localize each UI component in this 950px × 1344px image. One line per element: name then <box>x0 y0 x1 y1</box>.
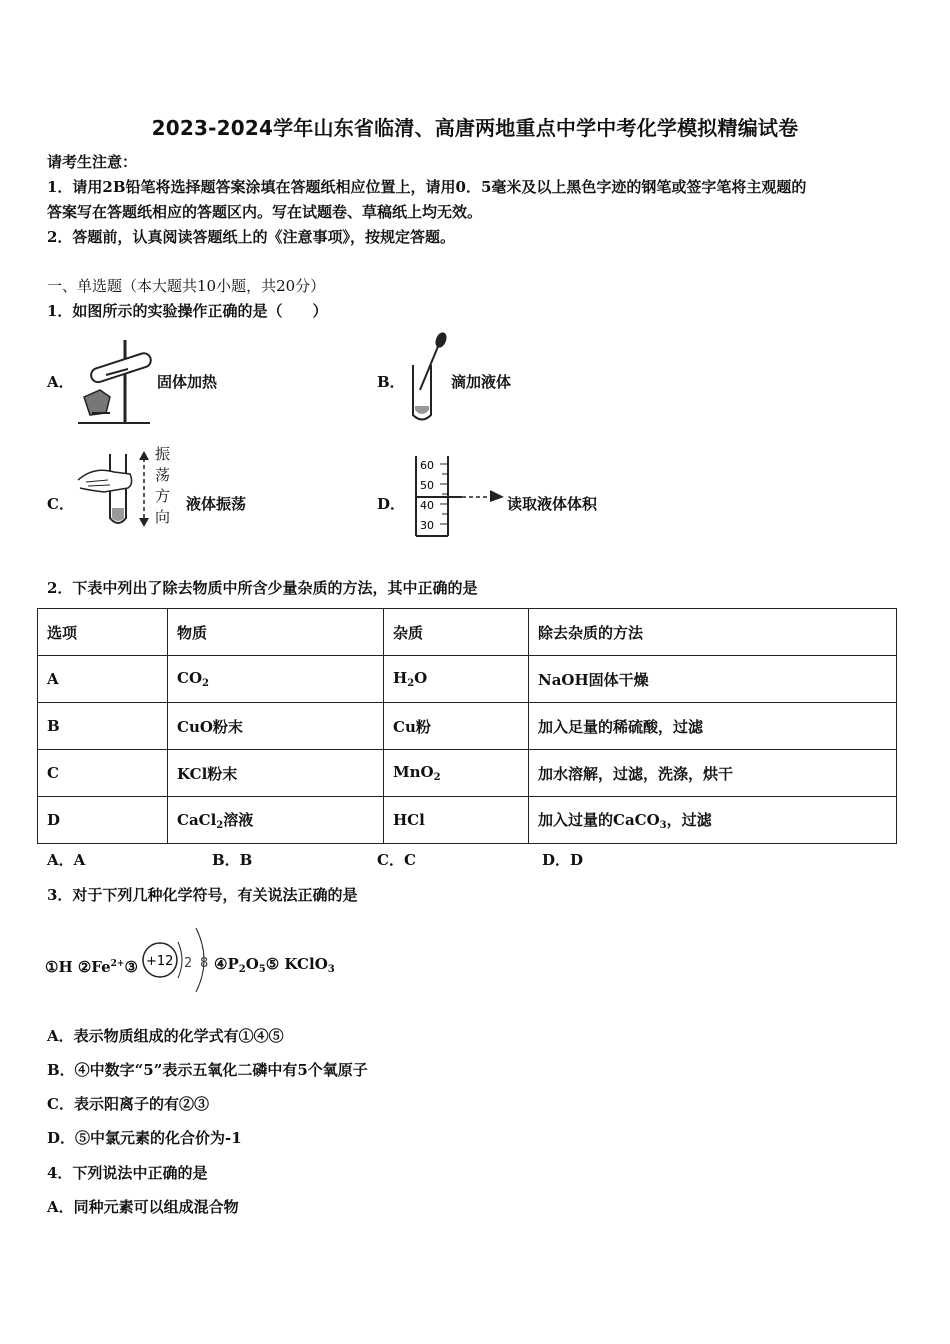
cell-impurity: Cu粉 <box>384 703 529 750</box>
solid-heating-figure <box>70 335 160 427</box>
page-title: 2023-2024学年山东省临清、高唐两地重点中学中考化学模拟精编试卷 <box>151 116 799 140</box>
notice-heading: 请考生注意： <box>47 153 138 171</box>
cylinder-mark-40: 40 <box>420 499 434 512</box>
cell-substance: $CO_2$ <box>168 656 384 703</box>
mg-ion-structure-figure <box>140 920 222 1000</box>
notice-line-1b: 答案写在答题纸相应的答题区内。写在试题卷、草稿纸上均无效。 <box>47 203 483 221</box>
table-row <box>38 703 897 750</box>
q3-option-c: C．表示阳离子的有②③ <box>47 1095 209 1113</box>
cell-option: B <box>38 703 168 750</box>
q4-stem: 4．下列说法中正确的是 <box>47 1164 208 1182</box>
shake-direction-label: 振 荡 方 向 <box>155 445 171 526</box>
cell-substance: KCl粉末 <box>168 750 384 797</box>
cylinder-mark-50: 50 <box>420 479 434 492</box>
notice-line-2: 2．答题前，认真阅读答题纸上的《注意事项》，按规定答题。 <box>47 228 455 246</box>
cell-impurity: MnO$_2$ <box>384 750 529 797</box>
cell-option: C <box>38 750 168 797</box>
cell-method: NaOH固体干燥 <box>529 656 897 703</box>
q2-answer-a: A．A <box>47 851 86 869</box>
table-row <box>38 750 897 797</box>
q3-stem: 3．对于下列几种化学符号，有关说法正确的是 <box>47 886 358 904</box>
graduated-cylinder-figure <box>410 452 510 540</box>
q2-answer-c: C．C <box>377 851 416 869</box>
q3-option-b: B．④中数字“5”表示五氧化二磷中有5个氧原子 <box>47 1061 368 1079</box>
q1-option-b-letter: B． <box>377 373 405 391</box>
dropping-liquid-figure <box>403 330 448 426</box>
q2-table <box>37 608 897 844</box>
cell-substance: CuO粉末 <box>168 703 384 750</box>
q3-option-d: D．⑤中氯元素的化合价为-1 <box>47 1129 242 1147</box>
col-header: 除去杂质的方法 <box>529 609 897 656</box>
cell-impurity: HCl <box>384 797 529 844</box>
table-header-row <box>38 609 897 656</box>
col-header: 物质 <box>168 609 384 656</box>
cell-option: D <box>38 797 168 844</box>
cylinder-mark-60: 60 <box>420 459 434 472</box>
shake-direction-arrow-icon <box>136 448 152 532</box>
notice-line-1a: 1．请用2B铅笔将选择题答案涂填在答题纸相应位置上，请用0．5毫米及以上黑色字迹的钢笔或签字笔将主观题的 <box>47 178 807 196</box>
q4-option-a: A．同种元素可以组成混合物 <box>47 1198 239 1216</box>
table-row <box>38 656 897 703</box>
shell-2-electrons: 8 <box>200 956 209 971</box>
shell-1-electrons: 2 <box>184 956 193 971</box>
cell-method: 加入过量的CaCO$_3$，过滤 <box>529 797 897 844</box>
liquid-shaking-figure <box>74 448 144 532</box>
cylinder-mark-30: 30 <box>420 519 434 532</box>
col-header: 选项 <box>38 609 168 656</box>
cell-substance: CaCl$_2$溶液 <box>168 797 384 844</box>
q2-answer-d: D．D <box>542 851 584 869</box>
q2-answer-b: B．B <box>212 851 253 869</box>
nucleus-charge: +12 <box>146 954 174 969</box>
cell-impurity: $H_2O$ <box>384 656 529 703</box>
col-header: 杂质 <box>384 609 529 656</box>
q2-stem: 2．下表中列出了除去物质中所含少量杂质的方法，其中正确的是 <box>47 579 478 597</box>
section-heading: 一、单选题（本大题共10小题，共20分） <box>47 277 326 295</box>
q1-option-d-caption: 读取液体体积 <box>507 495 598 513</box>
q1-stem: 1．如图所示的实验操作正确的是（ ） <box>47 302 328 320</box>
q1-option-a-letter: A． <box>47 373 74 391</box>
q3-option-a: A．表示物质组成的化学式有①④⑤ <box>47 1027 284 1045</box>
q1-option-b-caption: 滴加液体 <box>451 373 512 391</box>
table-row <box>38 797 897 844</box>
q1-option-d-letter: D． <box>377 495 406 513</box>
cell-option: A <box>38 656 168 703</box>
q1-option-c-letter: C． <box>47 495 74 513</box>
q3-symbols-1-3: ①H $②Fe^{2+}③$ <box>45 958 138 976</box>
q1-option-c-caption: 液体振荡 <box>186 495 247 513</box>
cell-method: 加入足量的稀硫酸，过滤 <box>529 703 897 750</box>
q3-symbols-4-5: $④P_2O_5⑤$ KClO$_3$ <box>214 955 335 975</box>
q1-option-a-caption: 固体加热 <box>157 373 218 391</box>
cell-method: 加水溶解，过滤，洗涤，烘干 <box>529 750 897 797</box>
